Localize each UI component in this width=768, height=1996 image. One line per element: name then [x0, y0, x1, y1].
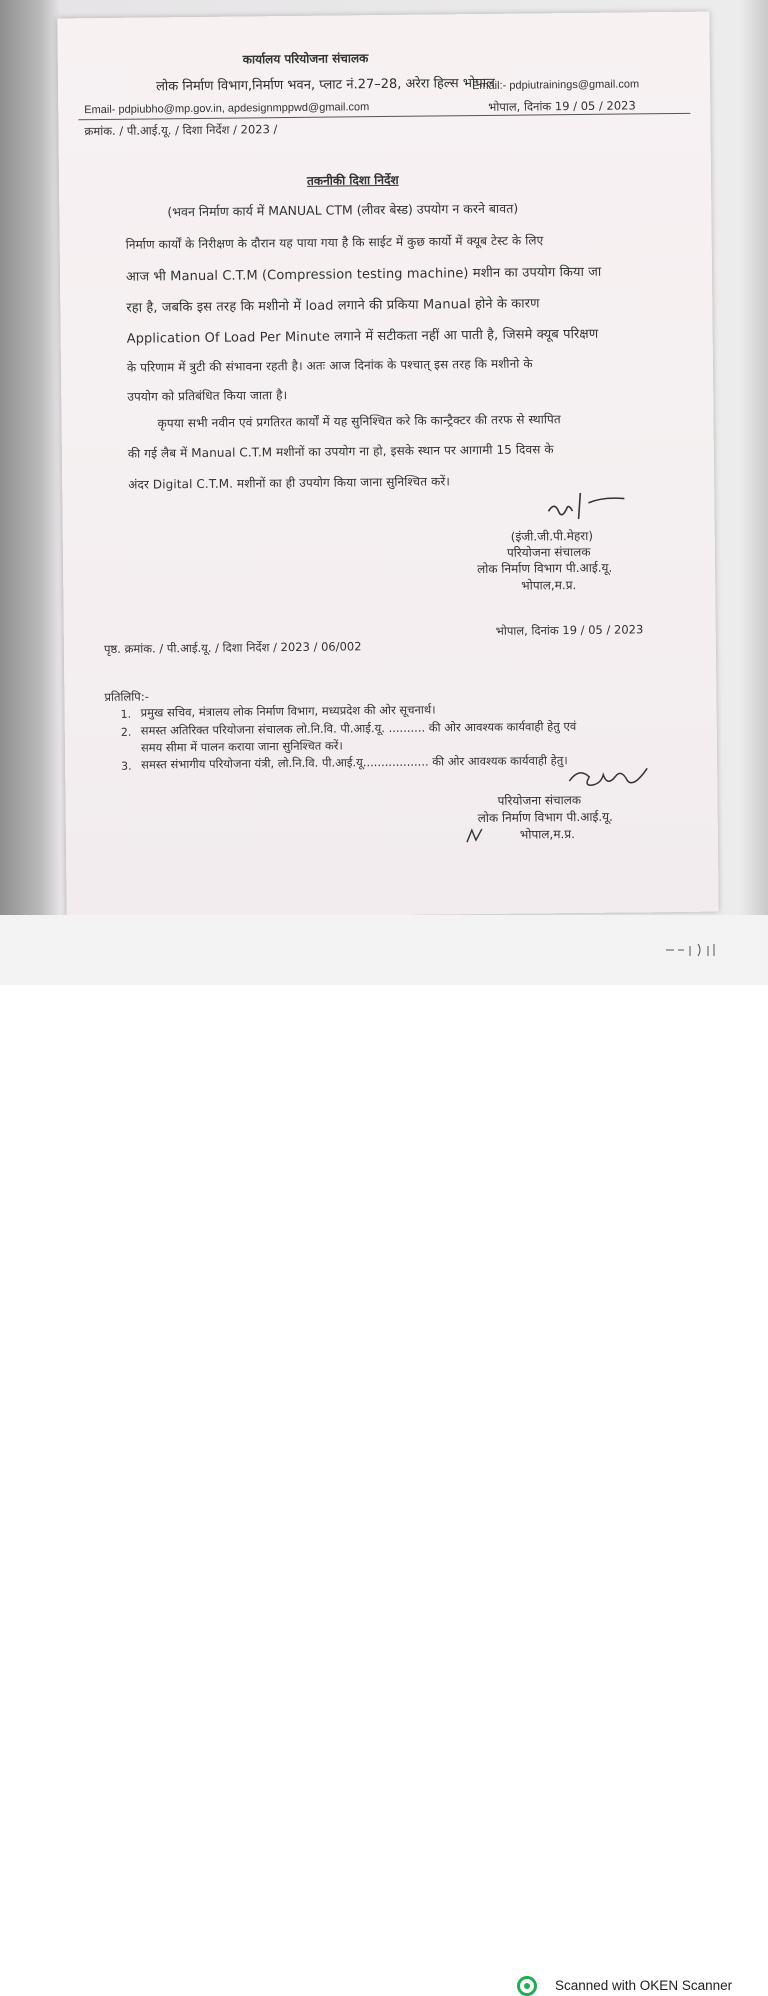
document-page: [57, 12, 718, 919]
office-title: कार्यालय परियोजना संचालक: [242, 51, 369, 67]
copy-item-line: समस्त अतिरिक्त परियोजना संचालक लो.नि.वि. पी.आई.यू. .......... की ओर आवश्यक कार्यवाही हेतु एवं: [140, 719, 577, 738]
endorsement-city: भोपाल,म.प्र.: [519, 827, 576, 842]
paragraph-line: की गई लैब में Manual C.T.M मशीनों का उपयोग ना हो, इसके स्थान पर आगामी 15 दिवस के: [127, 442, 554, 461]
department-line: लोक निर्माण विभाग,निर्माण भवन, प्लाट नं.27–28, अरेरा हिल्स भोपाल: [155, 75, 495, 95]
paragraph-line: आज भी Manual C.T.M (Compression testing machine) मशीन का उपयोग किया जा: [125, 264, 602, 285]
email-right: Email:- pdpiutrainings@gmail.com: [471, 78, 640, 93]
paragraph-line: निर्माण कार्यों के निरीक्षण के दौरान यह पाया गया है कि साईट में कुछ कार्यो में क्यूब टेस्ट के लिए: [125, 233, 544, 252]
paragraph-line: के परिणाम में त्रुटी की संभावना रहती है। अतः आज दिनांक के पश्चात् इस तरह कि मशीनो के: [126, 356, 533, 375]
paragraph-line: अंदर Digital C.T.M. मशीनों का ही उपयोग किया जाना सुनिश्चित करें।: [128, 474, 451, 492]
signatory-office: लोक निर्माण विभाग पी.आई.यू.: [477, 560, 613, 577]
endorsement-reference: पृष्ठ. क्रमांक. / पी.आई.यू. / दिशा निर्देश / 2023 / 06/002: [103, 639, 362, 656]
signatory-designation: परियोजना संचालक: [506, 544, 591, 560]
scan-bottom-strip: [0, 915, 768, 985]
scanner-watermark-text: Scanned with OKEN Scanner: [555, 1978, 733, 1993]
copy-item-number: 1.: [120, 707, 132, 721]
signatory-name: (इंजी.जी.पी.मेहरा): [510, 528, 594, 544]
oken-scanner-logo-icon: [517, 1976, 537, 1996]
place-date: भोपाल, दिनांक 19 / 05 / 2023: [488, 98, 636, 114]
endorsement-designation: परियोजना संचालक: [497, 792, 582, 808]
reference-number: क्रमांक. / पी.आई.यू. / दिशा निर्देश / 2023 /: [84, 122, 278, 139]
letter-subject: (भवन निर्माण कार्य में MANUAL CTM (लीवर बेस्ड) उपयोग न करने बावत): [167, 200, 519, 220]
paragraph-line: रहा है, जबकि इस तरह कि मशीनो में load लगाने की प्रकिया Manual होने के कारण: [126, 296, 540, 316]
copy-item-number: 2.: [120, 725, 132, 739]
paragraph-line: कृपया सभी नवीन एवं प्रगतिरत कार्यों में यह सुनिश्चित करे कि कान्ट्रैक्टर की तरफ से स्थापित: [157, 412, 561, 431]
letter-heading: तकनीकी दिशा निर्देश: [306, 172, 399, 188]
copy-item-line: समय सीमा में पालन कराया जाना सुनिश्चित करें।: [140, 738, 343, 755]
paragraph-line: उपयोग को प्रतिबंधित किया जाता है।: [127, 388, 288, 404]
copy-item-line: समस्त संभागीय परियोजना यंत्री, लो.नि.वि. पी.आई.यू.................. की ओर आवश्यक कार्यवाही हेतु।: [141, 753, 568, 772]
page-edge-mark: [664, 940, 734, 960]
signatory-city: भोपाल,म.प्र.: [521, 578, 577, 593]
copy-item-line: प्रमुख सचिव, मंत्रालय लोक निर्माण विभाग, मध्यप्रदेश की ओर सूचनार्थ।: [140, 702, 436, 720]
email-left: Email- pdpiubho@mp.gov.in, apdesignmppwd@gmail.com: [84, 101, 370, 117]
scanner-footer: [0, 985, 768, 1993]
endorsement-date: भोपाल, दिनांक 19 / 05 / 2023: [495, 622, 644, 638]
copy-to-label: प्रतिलिपि:-: [104, 689, 149, 704]
endorsement-office: लोक निर्माण विभाग पी.आई.यू.: [477, 809, 613, 826]
paragraph-line: Application Of Load Per Minute लगाने में सटीकता नहीं आ पाती है, जिसमे क्यूब परिक्षण: [126, 326, 599, 347]
copy-item-number: 3.: [121, 759, 132, 773]
initials-mark: [464, 826, 486, 846]
handwritten-signature: [540, 488, 630, 525]
